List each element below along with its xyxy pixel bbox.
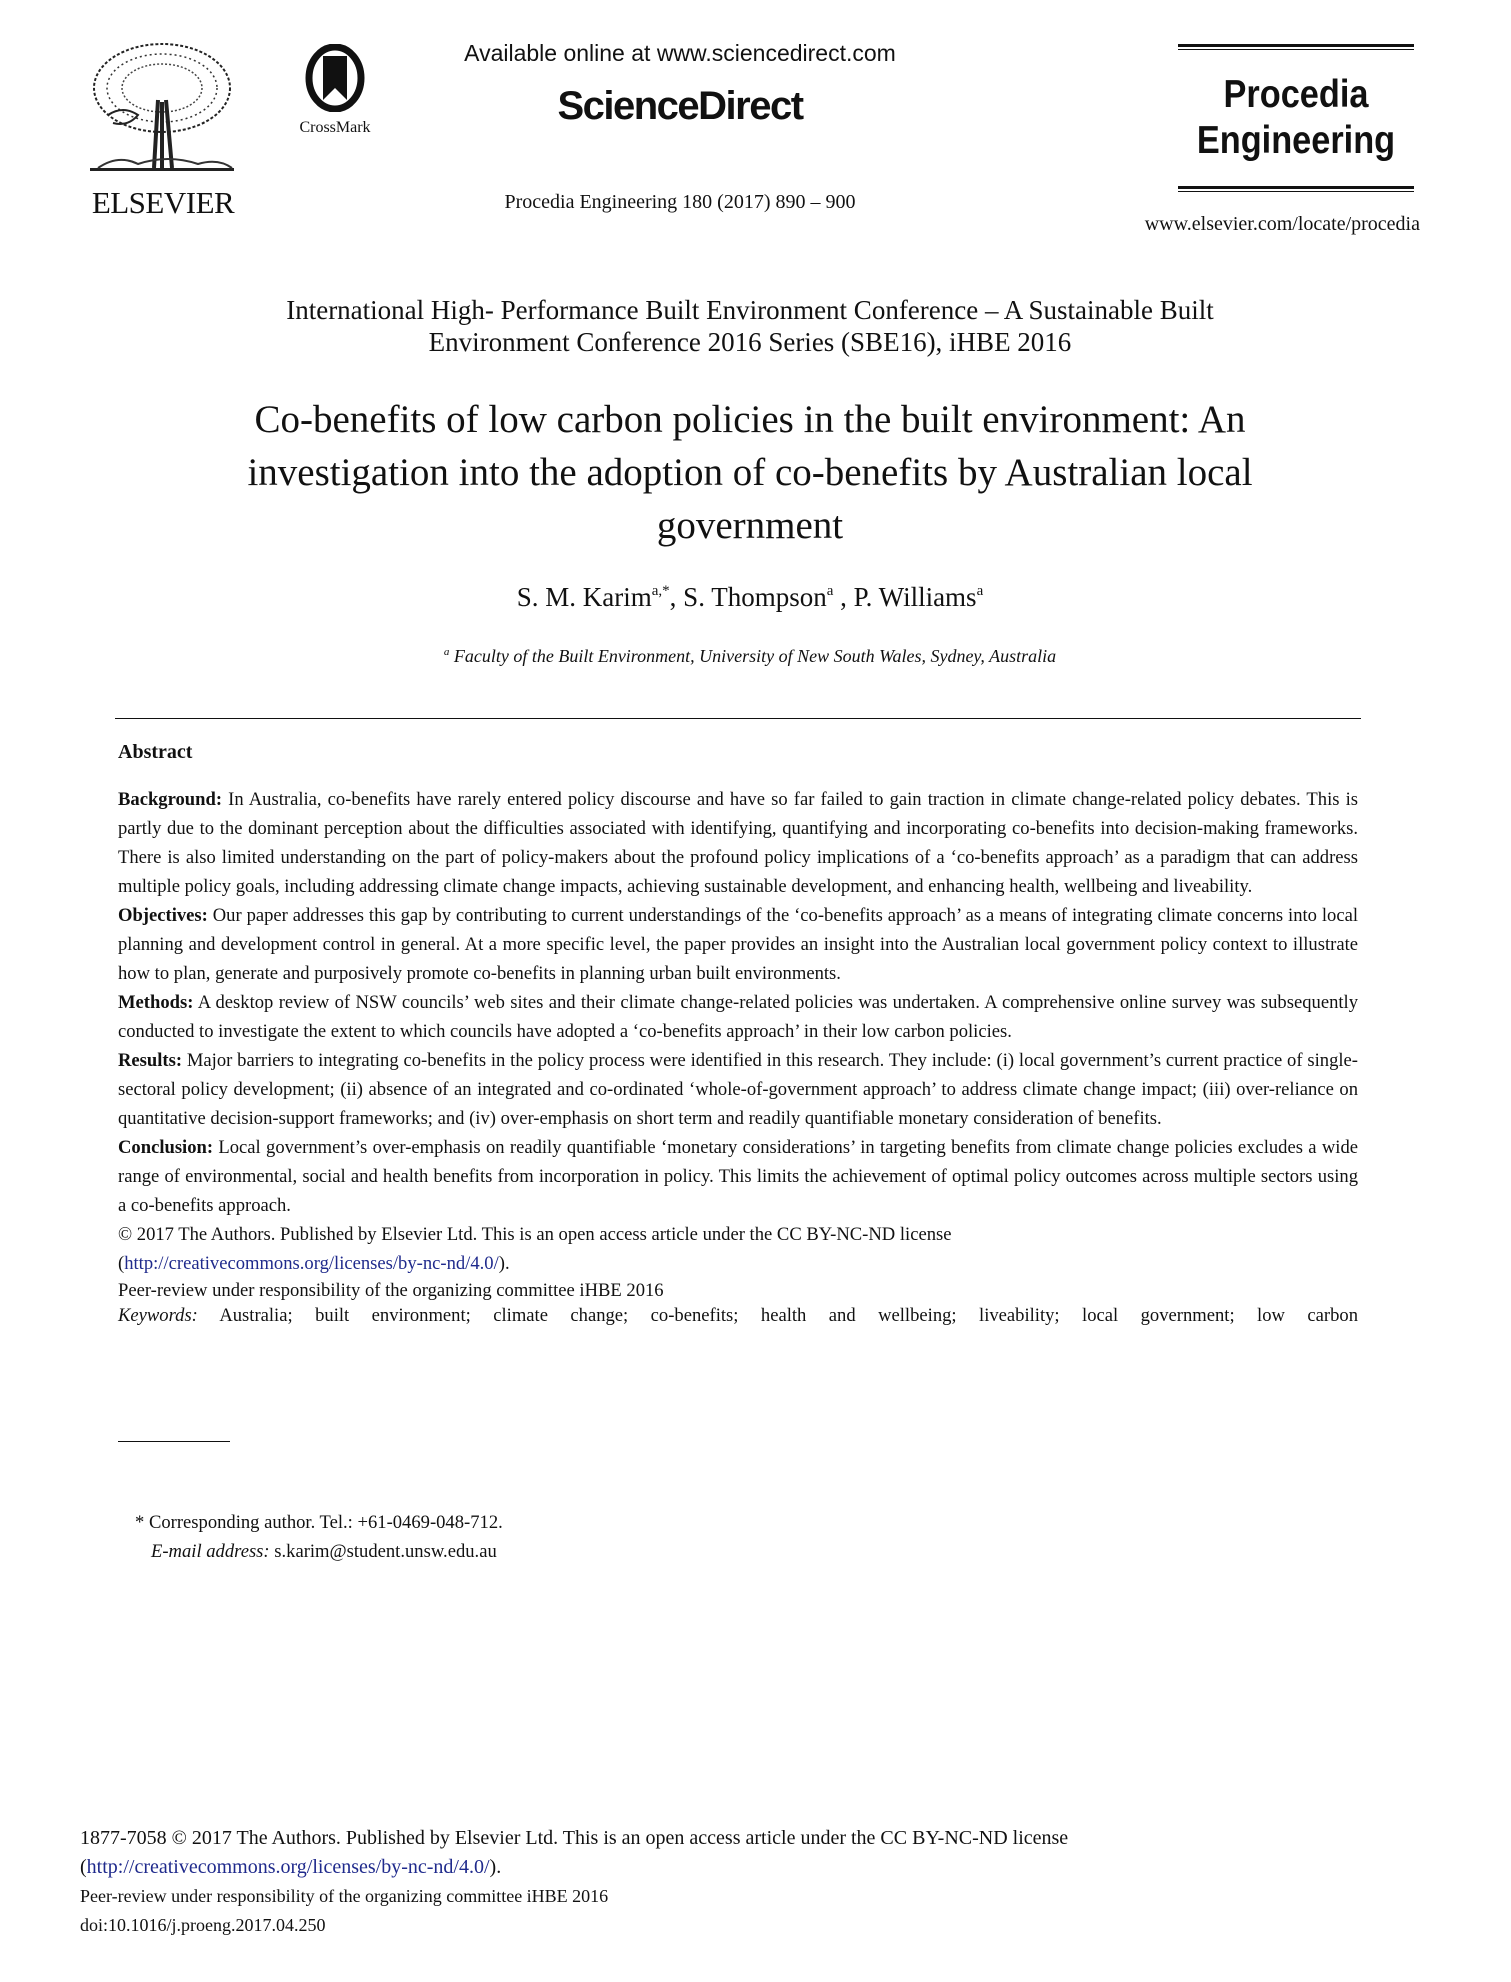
conference-line2: Environment Conference 2016 Series (SBE16), iHBE 2016 — [428, 327, 1072, 357]
section-label: Background: — [118, 789, 223, 810]
footer-license-link[interactable]: http://creativecommons.org/licenses/by-nc-nd/4.0/ — [86, 1856, 490, 1878]
abstract-conclusion — [118, 1133, 1358, 1220]
author-affiliation-marker[interactable]: a,* — [651, 583, 670, 599]
keywords — [118, 1303, 1358, 1328]
paren-open: ( — [118, 1253, 125, 1274]
section-label: Conclusion: — [118, 1137, 214, 1158]
author-name: P. Williams — [853, 582, 977, 612]
email-address[interactable]: s.karim@student.unsw.edu.au — [269, 1541, 497, 1562]
available-online-text: Available online at www.sciencedirect.com — [464, 40, 896, 66]
author-separator: , — [833, 582, 854, 612]
crossmark-badge[interactable] — [285, 44, 385, 137]
issn-copyright: 1877-7058 © 2017 The Authors. Published by Elsevier Ltd. This is an open access article under the CC BY-NC-ND license — [80, 1827, 1069, 1849]
footer-license-line — [80, 1853, 1380, 1882]
section-text: Major barriers to integrating co-benefits in the policy process were identified in this research. They include: (i) local government’s current practice of single-sectoral policy development; (ii) absence of an integrated and co-ordinated ‘whole-of-government approach’ to address climate change impact; (iii) over-reliance on quantitative decision-support frameworks; and (iv) over-emphasis on short term and readily quantifiable monetary consideration of benefits. — [118, 1050, 1358, 1129]
section-label: Results: — [118, 1050, 183, 1071]
abstract-results — [118, 1046, 1358, 1133]
abstract-heading: Abstract — [118, 741, 193, 763]
author-name: S. Thompson — [683, 582, 827, 612]
journal-title-line2: Engineering — [1196, 119, 1396, 162]
divider-rule — [115, 718, 1361, 719]
sciencedirect-logo: ScienceDirect — [557, 84, 803, 128]
footer-peer-review: Peer-review under responsibility of the organizing committee iHBE 2016 — [80, 1886, 609, 1906]
paper-title — [100, 393, 1400, 552]
email-line — [135, 1537, 1035, 1566]
journal-title-line1: Procedia — [1223, 73, 1369, 116]
copyright-notice: © 2017 The Authors. Published by Elsevier Ltd. This is an open access article under the CC BY-NC-ND license — [118, 1224, 952, 1245]
email-label: E-mail address: — [151, 1541, 270, 1562]
license-link[interactable]: http://creativecommons.org/licenses/by-nc-nd/4.0/ — [124, 1253, 499, 1274]
crossmark-label: CrossMark — [299, 119, 371, 136]
abstract-methods — [118, 988, 1358, 1046]
crossmark-icon — [305, 44, 365, 112]
affiliation-text: Faculty of the Built Environment, University of New South Wales, Sydney, Australia — [453, 646, 1057, 666]
footnote-separator — [118, 1441, 230, 1442]
section-text: In Australia, co-benefits have rarely entered policy discourse and have so far failed to gain traction in climate change-related policy debates. This is partly due to the dominant perception about the difficulties associated with identifying, quantifying and incorporating co-benefits into decision-making frameworks. There is also limited understanding on the part of policy-makers about the profound policy implications of a ‘co-benefits approach’ as a paradigm that can address multiple policy goals, including addressing climate change impacts, achieving sustainable development, and enhancing health, wellbeing and liveability. — [118, 789, 1358, 897]
elsevier-wordmark: ELSEVIER — [91, 185, 235, 220]
affiliation — [100, 646, 1400, 667]
title-line2: investigation into the adoption of co-benefits by Australian local — [247, 451, 1253, 494]
author-list — [100, 582, 1400, 613]
corresponding-author-footnote — [135, 1508, 1035, 1566]
keywords-label: Keywords: — [118, 1305, 198, 1326]
elsevier-logo — [88, 40, 238, 220]
keywords-list: Australia; built environment; climate change; co-benefits; health and wellbeing; liveability; local government; low carbon — [197, 1305, 1358, 1326]
conference-line1: International High- Performance Built Environment Conference – A Sustainable Built — [286, 295, 1214, 325]
section-label: Objectives: — [118, 905, 208, 926]
abstract-objectives — [118, 901, 1358, 988]
title-line1: Co-benefits of low carbon policies in the built environment: An — [254, 398, 1246, 441]
paren-open: ( — [80, 1856, 87, 1878]
author-affiliation-marker[interactable]: a — [826, 583, 834, 599]
author-name: S. M. Karim — [516, 582, 652, 612]
peer-review-note: Peer-review under responsibility of the organizing committee iHBE 2016 — [118, 1280, 664, 1301]
paren-close: ). — [498, 1253, 510, 1274]
bottom-double-rule — [1178, 186, 1414, 192]
section-text: Local government’s over-emphasis on readily quantifiable ‘monetary considerations’ in targeting benefits from climate change policies excludes a wide range of environmental, social and health benefits from incorporation in policy. This limits the achievement of optimal policy outcomes across multiple sectors using a co-benefits approach. — [118, 1137, 1358, 1216]
title-line3: government — [656, 504, 844, 547]
author-separator: , — [669, 582, 684, 612]
abstract-section — [118, 738, 1358, 1328]
affiliation-marker: a — [443, 646, 450, 658]
journal-title — [1192, 72, 1400, 164]
corresponding-author-phone: * Corresponding author. Tel.: +61-0469-048-712. — [135, 1512, 503, 1533]
journal-reference: Procedia Engineering 180 (2017) 890 – 900 — [504, 191, 856, 213]
elsevier-tree-icon — [88, 40, 236, 180]
section-label: Methods: — [118, 992, 194, 1013]
publication-footer — [80, 1824, 1380, 1940]
journal-url-link[interactable]: www.elsevier.com/locate/procedia — [1144, 213, 1420, 235]
journal-title-box — [1178, 44, 1414, 192]
doi[interactable]: doi:10.1016/j.proeng.2017.04.250 — [80, 1915, 326, 1935]
section-text: A desktop review of NSW councils’ web sites and their climate change-related policies was undertaken. A comprehensive online survey was subsequently conducted to investigate the extent to which councils have adopted a ‘co-benefits approach’ in their low carbon policies. — [118, 992, 1358, 1042]
top-double-rule — [1178, 44, 1414, 50]
author-affiliation-marker[interactable]: a — [976, 583, 984, 599]
paren-close: ). — [489, 1856, 502, 1878]
section-text: Our paper addresses this gap by contributing to current understandings of the ‘co-benefits approach’ as a means of integrating climate concerns into local planning and development control in general. At a more specific level, the paper provides an insight into the Australian local government policy context to illustrate how to plan, generate and purposively promote co-benefits in planning urban built environments. — [118, 905, 1358, 984]
conference-name — [100, 294, 1400, 358]
abstract-background — [118, 785, 1358, 901]
license-line — [118, 1249, 1358, 1278]
